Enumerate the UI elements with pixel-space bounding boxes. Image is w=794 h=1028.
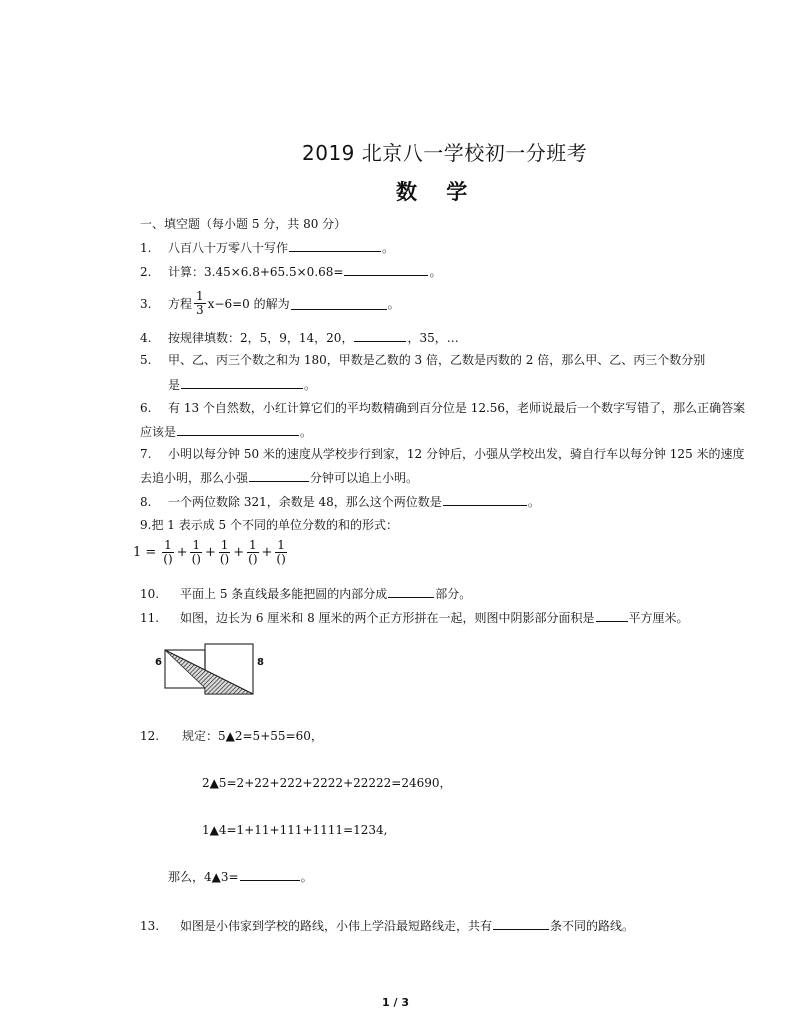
question-number: 10. [140,587,160,601]
question-end: 。 [304,378,317,392]
fraction-numerator: 1 [164,538,172,552]
question-number: 3. [140,296,152,311]
answer-blank[interactable] [388,585,434,598]
side-label-6: 6 [155,657,162,668]
question-number: 13. [140,919,160,933]
section-heading: 一、填空题（每小题 5 分，共 80 分） [140,217,347,231]
question-number: 8. [140,495,152,509]
plus-sign: + [204,545,216,560]
question-end: 。 [300,425,313,439]
answer-blank[interactable] [240,868,300,881]
question-12 [140,728,323,744]
question-text: 一个两位数除 321，余数是 48，那么这个两位数是 [168,495,442,509]
question-end: 部分。 [435,587,472,601]
question-8 [140,493,540,510]
answer-blank[interactable] [289,239,381,252]
fraction-numerator: 1 [277,538,285,552]
fraction-denominator[interactable]: () [191,552,201,566]
answer-blank[interactable] [596,609,628,622]
question-number: 2. [140,265,152,279]
question-number: 1. [140,241,152,255]
answer-blank[interactable] [344,263,428,276]
question-1 [140,239,394,256]
question-text: 按规律填数：2，5，9，14，20， [168,331,354,345]
question-end: 分钟可以追上小明。 [310,471,419,485]
question-end: 。 [387,296,400,311]
question-number: 12. [140,729,160,743]
question-number: 11. [140,611,160,625]
question-4 [140,329,459,346]
fraction-denominator: 3 [196,303,204,317]
question-text: 应该是 [140,425,177,439]
question-end: 。 [429,265,442,279]
question-13 [140,917,634,934]
fraction [190,539,203,566]
question-9: 9.把 1 表示成 5 个不同的单位分数的和的形式： [140,518,398,532]
answer-blank[interactable] [249,469,309,482]
question-text: 八百八十万零八十写作 [168,241,289,255]
answer-blank[interactable] [177,423,299,436]
question-end: 。 [382,241,395,255]
plus-sign: + [233,545,245,560]
question-text: 规定：5▲2=5+55=60， [182,729,323,743]
squares-diagram [155,640,267,698]
question-text: 那么，4▲3= [168,870,239,884]
question-text: 方程 [168,296,193,311]
plus-sign: + [261,545,273,560]
fraction [161,539,174,566]
question-7 [140,446,745,462]
question-text: 有 13 个自然数，小红计算它们的平均数精确到百分位是 12.56，老师说最后一个数字写错了，那么正确答案 [168,401,746,415]
fraction-numerator: 1 [196,289,204,303]
question-12-ask [168,868,313,885]
fraction-denominator[interactable]: () [163,552,173,566]
question-text: 甲、乙、丙三个数之和为 180，甲数是乙数的 3 倍，乙数是丙数的 2 倍，那么甲、乙、丙三个数分别 [168,353,706,367]
answer-blank[interactable] [493,917,549,930]
fraction-denominator[interactable]: () [248,552,258,566]
question-3 [140,290,400,317]
fraction-denominator[interactable]: () [219,552,230,566]
page-title: 2019 北京八一学校初一分班考 [302,141,588,165]
question-number: 7. [140,447,152,461]
question-end: 条不同的路线。 [550,919,635,933]
question-end: 平方厘米。 [628,611,689,625]
fraction [218,539,231,566]
fraction [194,290,206,317]
fraction-numerator: 1 [249,538,257,552]
answer-blank[interactable] [443,493,527,506]
question-end: ，35，… [407,331,459,345]
rule-example-3: 1▲4=1+11+111+1111=1234, [202,823,388,837]
question-text: 去追小明，那么小强 [140,471,249,485]
question-text: 小明以每分钟 50 米的速度从学校步行到家，12 分钟后，小强从学校出发，骑自行车以每分钟 125 米的速度 [168,447,745,461]
fraction [246,539,259,566]
question-6-continued [140,423,312,440]
side-label-8: 8 [257,657,264,668]
question-5-continued [168,376,316,393]
question-5 [140,352,705,368]
question-number: 6. [140,401,152,415]
answer-blank[interactable] [354,329,406,342]
question-text: 平面上 5 条直线最多能把圆的内部分成 [180,587,388,601]
fraction-numerator: 1 [220,538,229,552]
question-text: 计算：3.45×6.8+65.5×0.68= [168,265,344,279]
fraction-numerator: 1 [192,538,201,552]
question-text: 如图，边长为 6 厘米和 8 厘米的两个正方形拼在一起，则图中阴影部分面积是 [180,611,595,625]
question-text-after-fraction: x−6=0 的解为 [207,296,290,311]
rule-example-2: 2▲5=2+22+222+2222+22222=24690， [202,776,452,790]
question-number: 5. [140,353,152,367]
question-7-continued [140,469,418,486]
answer-blank[interactable] [181,376,303,389]
question-number: 4. [140,331,152,345]
question-10 [140,585,471,602]
equation-lhs: 1 = [133,545,157,560]
question-text: 是 [168,378,181,392]
unit-fraction-equation [133,539,290,566]
answer-blank[interactable] [291,297,387,310]
plus-sign: + [176,545,188,560]
question-6 [140,400,745,416]
question-end: 。 [527,495,540,509]
page-number: 1 / 3 [382,996,409,1009]
question-end: 。 [300,870,313,884]
question-2 [140,263,441,280]
two-squares-figure [155,640,267,698]
fraction-denominator[interactable]: () [276,552,286,566]
question-11 [140,609,689,626]
subject-title: 数 学 [396,180,468,204]
question-text: 如图是小伟家到学校的路线，小伟上学沿最短路线走，共有 [180,919,493,933]
fraction [274,539,287,566]
